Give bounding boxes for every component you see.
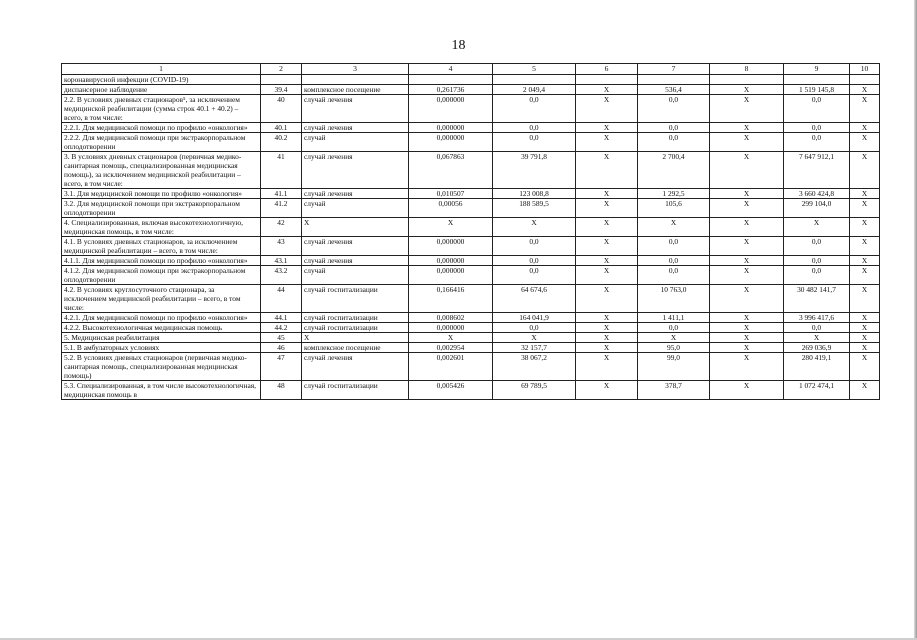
table-row xyxy=(62,313,880,323)
table-cell: X xyxy=(576,152,638,189)
table-cell: случай лечения xyxy=(302,123,409,133)
table-cell: 7 647 912,1 xyxy=(784,152,850,189)
table-cell: X xyxy=(784,333,850,343)
table-cell: 0,002954 xyxy=(409,343,493,353)
table-cell: 0,000000 xyxy=(409,237,493,256)
table-row xyxy=(62,152,880,189)
table-cell: 64 674,6 xyxy=(493,285,576,313)
table-cell: X xyxy=(409,333,493,343)
table-cell: X xyxy=(710,85,784,95)
table-cell: 123 008,8 xyxy=(493,189,576,199)
table-cell: комплексное посещение xyxy=(302,85,409,95)
table-cell: X xyxy=(710,381,784,400)
table-cell: 10 763,0 xyxy=(638,285,710,313)
table-cell: X xyxy=(850,343,880,353)
table-cell: X xyxy=(576,199,638,218)
table-cell: случай лечения xyxy=(302,189,409,199)
row-label-cell: диспансерное наблюдение xyxy=(62,85,261,95)
table-cell: 3 660 424,8 xyxy=(784,189,850,199)
table-cell: 1 072 474,1 xyxy=(784,381,850,400)
table-cell: 0,000000 xyxy=(409,256,493,266)
table-cell: 0,000000 xyxy=(409,95,493,123)
table-cell: 0,0 xyxy=(638,123,710,133)
table-cell: 2 700,4 xyxy=(638,152,710,189)
column-header: 2 xyxy=(261,64,302,75)
table-cell xyxy=(710,75,784,85)
table-cell: X xyxy=(576,333,638,343)
table-cell: 43 xyxy=(261,237,302,256)
table-cell: 0,0 xyxy=(784,323,850,333)
table-cell: 0,0 xyxy=(493,266,576,285)
table-cell: 0,0 xyxy=(784,133,850,152)
table-cell: X xyxy=(576,133,638,152)
table-cell: X xyxy=(850,323,880,333)
table-row xyxy=(62,353,880,381)
column-header: 8 xyxy=(710,64,784,75)
table-row xyxy=(62,256,880,266)
table-cell: 0,000000 xyxy=(409,123,493,133)
row-label-cell: 5.1. В амбулаторных условиях xyxy=(62,343,261,353)
table-cell: случай лечения xyxy=(302,353,409,381)
table-cell: X xyxy=(576,343,638,353)
column-header: 1 xyxy=(62,64,261,75)
row-label-cell: 4.1. В условиях дневных стационаров, за исключением медицинской реабилитации – всего, в том числе: xyxy=(62,237,261,256)
row-label-cell: 2.2.2. Для медицинской помощи при экстракорпоральном оплодотворении xyxy=(62,133,261,152)
table-cell: случай госпитализации xyxy=(302,381,409,400)
table-cell: X xyxy=(576,381,638,400)
table-cell: 0,0 xyxy=(493,323,576,333)
row-label-cell: 2.2. В условиях дневных стационаров⁵, за исключением медицинской реабилитации (сумма строк 40.1 + 40.2) – всего, в том числе: xyxy=(62,95,261,123)
row-label-cell: 5.3. Специализированная, в том числе высокотехнологичная, медицинская помощь в xyxy=(62,381,261,400)
table-row xyxy=(62,381,880,400)
table-cell: X xyxy=(493,333,576,343)
table-cell: X xyxy=(784,218,850,237)
table-row xyxy=(62,85,880,95)
table-cell: X xyxy=(302,333,409,343)
table-cell: X xyxy=(576,85,638,95)
table-cell: 0,000000 xyxy=(409,266,493,285)
row-label-cell: 3. В условиях дневных стационаров (первичная медико-санитарная помощь, специализированная медицинская помощь), за исключением медицинской реабилитации – всего, в том числе: xyxy=(62,152,261,189)
table-row xyxy=(62,237,880,256)
table-cell: 44 xyxy=(261,285,302,313)
table-cell: X xyxy=(710,199,784,218)
table-cell: 0,166416 xyxy=(409,285,493,313)
row-label-cell: 4.2.1. Для медицинской помощи по профилю «онкология» xyxy=(62,313,261,323)
table-cell: случай xyxy=(302,266,409,285)
table-cell: X xyxy=(850,133,880,152)
table-cell: случай лечения xyxy=(302,152,409,189)
table-cell: 0,0 xyxy=(638,133,710,152)
table-cell: 38 067,2 xyxy=(493,353,576,381)
column-header: 4 xyxy=(409,64,493,75)
table-cell: X xyxy=(850,123,880,133)
table-cell: 0,0 xyxy=(493,256,576,266)
table-cell: 95,0 xyxy=(638,343,710,353)
row-label-cell: 4.1.2. Для медицинской помощи при экстракорпоральном оплодотворении xyxy=(62,266,261,285)
table-cell: X xyxy=(710,218,784,237)
table-cell: X xyxy=(710,237,784,256)
table-cell: X xyxy=(576,123,638,133)
column-header: 9 xyxy=(784,64,850,75)
table-cell: 0,008602 xyxy=(409,313,493,323)
row-label-cell: 3.1. Для медицинской помощи по профилю «онкология» xyxy=(62,189,261,199)
table-row xyxy=(62,333,880,343)
table-cell: X xyxy=(850,85,880,95)
table-cell xyxy=(493,75,576,85)
table-cell: X xyxy=(710,189,784,199)
table-cell: 0,0 xyxy=(638,323,710,333)
table-row xyxy=(62,266,880,285)
table-cell: 536,4 xyxy=(638,85,710,95)
table-cell: X xyxy=(576,218,638,237)
table-cell: X xyxy=(850,381,880,400)
table-cell: 0,000000 xyxy=(409,323,493,333)
table-row xyxy=(62,95,880,123)
table-cell xyxy=(850,75,880,85)
column-header: 3 xyxy=(302,64,409,75)
table-cell: X xyxy=(576,285,638,313)
table-cell: 0,002601 xyxy=(409,353,493,381)
table-cell: X xyxy=(710,343,784,353)
table-cell: 1 519 145,8 xyxy=(784,85,850,95)
column-header: 10 xyxy=(850,64,880,75)
table-cell: X xyxy=(850,218,880,237)
table-cell: 45 xyxy=(261,333,302,343)
table-cell: 0,0 xyxy=(638,237,710,256)
table-cell: 0,005426 xyxy=(409,381,493,400)
table-cell: X xyxy=(576,95,638,123)
table-cell: 40.2 xyxy=(261,133,302,152)
table-row xyxy=(62,123,880,133)
table-cell: 2 049,4 xyxy=(493,85,576,95)
row-label-cell: 2.2.1. Для медицинской помощи по профилю «онкология» xyxy=(62,123,261,133)
table-cell: X xyxy=(710,323,784,333)
table-cell: 0,0 xyxy=(493,133,576,152)
table-cell: 41.1 xyxy=(261,189,302,199)
table-cell: X xyxy=(850,237,880,256)
table-cell: 47 xyxy=(261,353,302,381)
table-cell: X xyxy=(302,218,409,237)
table-cell: X xyxy=(576,266,638,285)
row-label-cell: 4.2.2. Высокотехнологичная медицинская помощь xyxy=(62,323,261,333)
table-cell: 43.2 xyxy=(261,266,302,285)
table-cell: 41 xyxy=(261,152,302,189)
table-cell: X xyxy=(576,256,638,266)
table-cell: 32 157,7 xyxy=(493,343,576,353)
table-cell: X xyxy=(710,152,784,189)
table-cell: случай госпитализации xyxy=(302,323,409,333)
table-row xyxy=(62,75,880,85)
column-header: 6 xyxy=(576,64,638,75)
table-cell: X xyxy=(850,189,880,199)
table-cell: X xyxy=(576,189,638,199)
table-cell: X xyxy=(850,152,880,189)
table-cell xyxy=(261,75,302,85)
table-row xyxy=(62,218,880,237)
page-number: 18 xyxy=(451,38,466,53)
table-cell: 42 xyxy=(261,218,302,237)
table-cell: 43.1 xyxy=(261,256,302,266)
table-cell: 0,0 xyxy=(493,123,576,133)
table-row xyxy=(62,323,880,333)
table-cell xyxy=(302,75,409,85)
table-cell: X xyxy=(710,333,784,343)
table-row xyxy=(62,285,880,313)
table-cell: 0,0 xyxy=(638,95,710,123)
table-cell: 44.2 xyxy=(261,323,302,333)
table-row xyxy=(62,133,880,152)
table-cell: X xyxy=(710,133,784,152)
table-cell: 164 041,9 xyxy=(493,313,576,323)
table-cell: X xyxy=(710,256,784,266)
table-cell: X xyxy=(710,123,784,133)
row-label-cell: коронавирусной инфекции (COVID-19) xyxy=(62,75,261,85)
table-cell: 0,00056 xyxy=(409,199,493,218)
table-cell: 48 xyxy=(261,381,302,400)
table-cell: 0,0 xyxy=(493,237,576,256)
table-cell: X xyxy=(638,333,710,343)
table-cell: X xyxy=(493,218,576,237)
table-cell: 0,261736 xyxy=(409,85,493,95)
table-cell: случай лечения xyxy=(302,95,409,123)
table-cell: 0,0 xyxy=(784,237,850,256)
table-cell xyxy=(638,75,710,85)
row-label-cell: 4.2. В условиях круглосуточного стационара, за исключением медицинской реабилитации – всего, в том числе: xyxy=(62,285,261,313)
row-label-cell: 5. Медицинская реабилитация xyxy=(62,333,261,343)
data-table-container xyxy=(61,63,879,400)
table-cell: 39 791,8 xyxy=(493,152,576,189)
table-cell: X xyxy=(850,333,880,343)
table-cell: X xyxy=(576,323,638,333)
table-cell: 299 104,0 xyxy=(784,199,850,218)
table-cell: случай госпитализации xyxy=(302,285,409,313)
table-body xyxy=(62,64,880,400)
table-cell: X xyxy=(850,199,880,218)
table-cell: 0,0 xyxy=(784,256,850,266)
table-cell: 30 482 141,7 xyxy=(784,285,850,313)
table-cell: X xyxy=(850,256,880,266)
table-row xyxy=(62,199,880,218)
table-cell: 0,0 xyxy=(638,256,710,266)
table-cell: X xyxy=(576,353,638,381)
table-cell: X xyxy=(850,285,880,313)
table-cell: 99,0 xyxy=(638,353,710,381)
table-cell: X xyxy=(576,237,638,256)
row-label-cell: 5.2. В условиях дневных стационаров (первичная медико-санитарная помощь, специализированная медицинская помощь) xyxy=(62,353,261,381)
row-label-cell: 3.2. Для медицинской помощи при экстракорпоральном оплодотворении xyxy=(62,199,261,218)
table-cell: X xyxy=(710,313,784,323)
table-cell: 44.1 xyxy=(261,313,302,323)
table-cell: 0,0 xyxy=(493,95,576,123)
row-label-cell: 4.1.1. Для медицинской помощи по профилю «онкология» xyxy=(62,256,261,266)
table-cell: X xyxy=(710,95,784,123)
table-cell: X xyxy=(576,313,638,323)
table-cell: 40.1 xyxy=(261,123,302,133)
column-header: 7 xyxy=(638,64,710,75)
table-cell: X xyxy=(638,218,710,237)
table-cell: 1 411,1 xyxy=(638,313,710,323)
table-cell: 69 789,5 xyxy=(493,381,576,400)
table-cell xyxy=(409,75,493,85)
table-cell: X xyxy=(850,95,880,123)
table-cell: 0,0 xyxy=(638,266,710,285)
table-cell: 378,7 xyxy=(638,381,710,400)
table-cell: 0,067863 xyxy=(409,152,493,189)
table-row xyxy=(62,189,880,199)
table-cell: комплексное посещение xyxy=(302,343,409,353)
data-table xyxy=(61,63,880,400)
table-cell: случай госпитализации xyxy=(302,313,409,323)
table-cell: случай xyxy=(302,199,409,218)
table-cell: 39.4 xyxy=(261,85,302,95)
table-cell: X xyxy=(409,218,493,237)
table-cell: случай xyxy=(302,133,409,152)
table-cell: X xyxy=(850,266,880,285)
table-cell: 269 036,9 xyxy=(784,343,850,353)
table-cell: 3 996 417,6 xyxy=(784,313,850,323)
table-cell: 41.2 xyxy=(261,199,302,218)
table-cell: 0,0 xyxy=(784,266,850,285)
table-cell: 0,0 xyxy=(784,123,850,133)
table-cell xyxy=(576,75,638,85)
row-label-cell: 4. Специализированная, включая высокотехнологичную, медицинская помощь, в том числе: xyxy=(62,218,261,237)
table-cell: 280 419,1 xyxy=(784,353,850,381)
table-cell: X xyxy=(850,353,880,381)
table-cell: 0,0 xyxy=(784,95,850,123)
table-cell: 188 589,5 xyxy=(493,199,576,218)
table-cell: X xyxy=(850,313,880,323)
table-cell: X xyxy=(710,285,784,313)
table-cell: случай лечения xyxy=(302,256,409,266)
table-cell: 0,010507 xyxy=(409,189,493,199)
table-cell: X xyxy=(710,353,784,381)
table-cell: случай лечения xyxy=(302,237,409,256)
table-cell: 1 292,5 xyxy=(638,189,710,199)
table-cell: X xyxy=(710,266,784,285)
table-cell: 0,000000 xyxy=(409,133,493,152)
table-cell: 40 xyxy=(261,95,302,123)
column-header: 5 xyxy=(493,64,576,75)
table-row xyxy=(62,343,880,353)
table-cell: 105,6 xyxy=(638,199,710,218)
table-cell: 46 xyxy=(261,343,302,353)
table-cell xyxy=(784,75,850,85)
table-header-row xyxy=(62,64,880,75)
